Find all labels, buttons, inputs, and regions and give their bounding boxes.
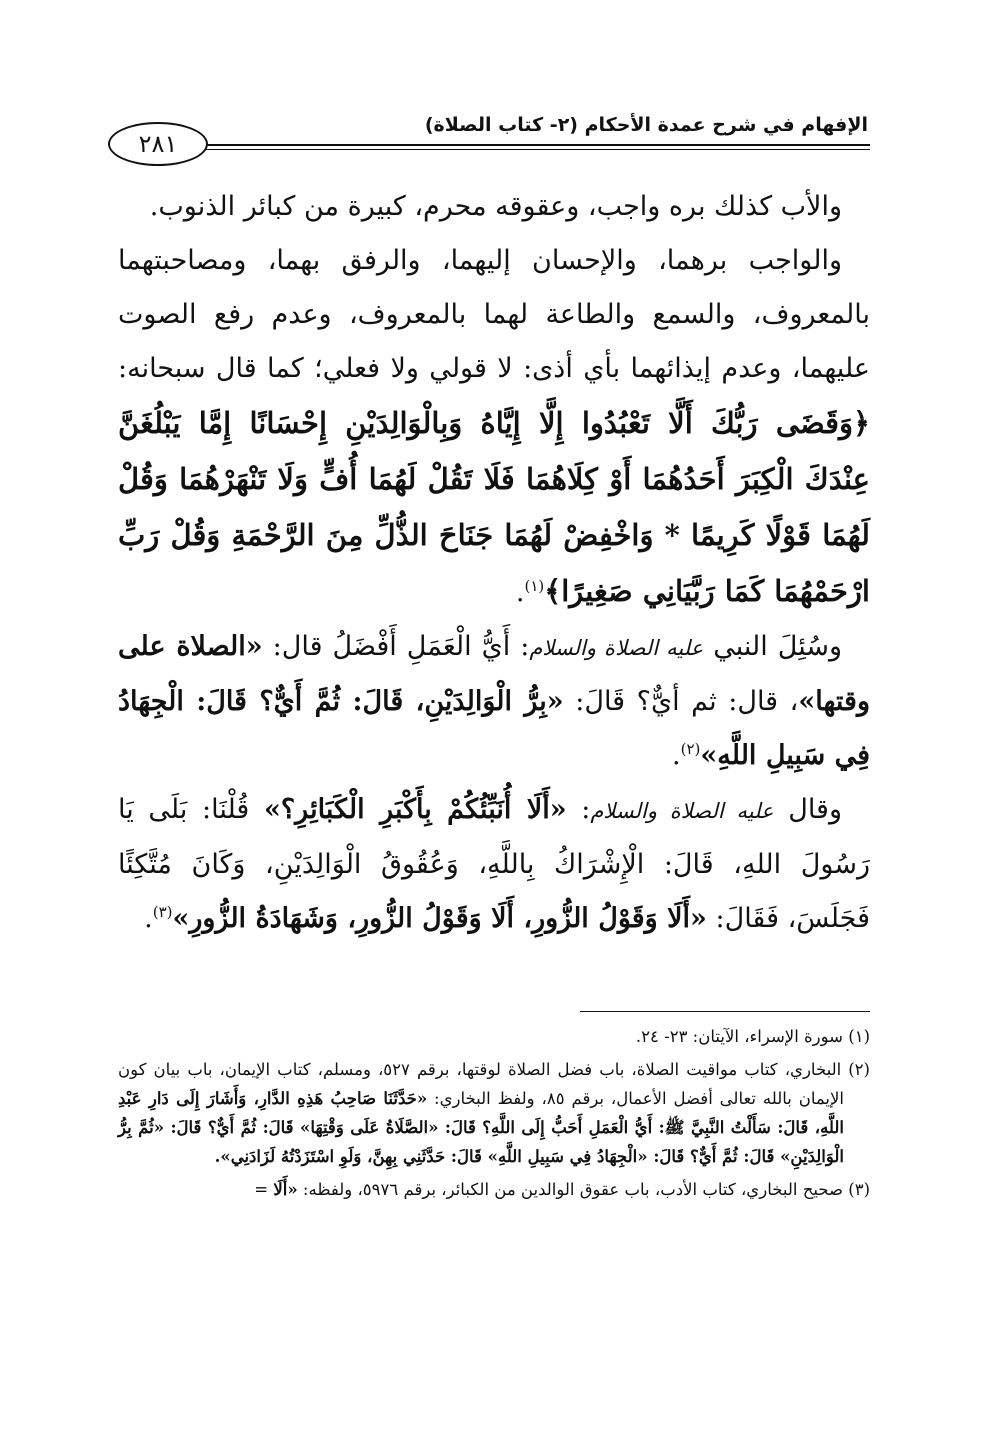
header-rule <box>195 144 870 146</box>
hadith-quote: «بِرُّ الْوَالِدَيْنِ، قَالَ: ثُمَّ أَيٌّ؟ قَالَ: الْجِهَادُ فِي سَبِيلِ اللَّهِ» <box>118 686 870 771</box>
hadith-quote: «الصلاة على وقتها» <box>118 631 870 717</box>
hadith-quote: «أَلَا وَقَوْلُ الزُّورِ، أَلَا وَقَوْلُ الزُّورِ، وَشَهَادَةُ الزُّورِ» <box>172 903 707 934</box>
hadith-quote: «أَلَا أُنَبِّئُكُمْ بِأَكْبَرِ الْكَبَائِرِ؟» <box>263 794 567 825</box>
footnote-2: (٢) البخاري، كتاب مواقيت الصلاة، باب فضل الصلاة لوقتها، برقم ٥٢٧، ومسلم، كتاب الإيمان، باب بيان كون الإيمان بالله تعالى أفضل الأعمال، برقم ٨٥، ولفظ البخاري: «حَدَّثَنَا صَاحِبُ هَذِهِ الدَّارِ، وَأَشَارَ إِلَى دَارِ عَبْدِ اللَّهِ، قَالَ: سَأَلْتُ النَّبِيَّ ﷺ: أَيُّ الْعَمَلِ أَحَبُّ إِلَى اللَّهِ؟ قَالَ: «الصَّلَاةُ عَلَى وَقْتِهَا» قَالَ: ثُمَّ أَيٌّ؟ قَالَ: «ثُمَّ بِرُّ الْوَالِدَيْنِ» قَالَ: ثُمَّ أَيٌّ؟ قَالَ: «الْجِهَادُ فِي سَبِيلِ اللَّهِ» قَالَ: حَدَّثَنِي بِهِنَّ، وَلَوِ اسْتَزَدْتُهُ لَزَادَنِي». <box>118 1060 870 1166</box>
salutation: عليه الصلاة والسلام <box>529 636 704 660</box>
footnote-ref-1[interactable]: (١) <box>524 577 545 595</box>
paragraph-father: والأب كذلك بره واجب، وعقوقه محرم، كبيرة من كبائر الذنوب. <box>149 191 842 222</box>
hadith-quote: «أَلَا <box>273 1180 298 1199</box>
footnote-1: (١) سورة الإسراء، الآيتان: ٢٣- ٢٤. <box>635 1027 870 1046</box>
paragraph-duties: والواجب برهما، والإحسان إليهما، والرفق بهما، ومصاحبتهما بالمعروف، والسمع والطاعة لهما بالمعروف، وعدم رفع الصوت عليهما، وعدم إيذائهما بأي أذى: لا قولي ولا فعلي؛ كما قال سبحانه: ﴿وَقَضَى رَبُّكَ أَلَّا تَعْبُدُوا إِلَّا إِيَّاهُ وَبِالْوَالِدَيْنِ إِحْسَانًا إِمَّا يَبْلُغَنَّ عِنْدَكَ الْكِبَرَ أَحَدُهُمَا أَوْ كِلَاهُمَا فَلَا تَقُلْ لَهُمَا أُفٍّ وَلَا تَنْهَرْهُمَا وَقُلْ لَهُمَا قَوْلًا كَرِيمًا * وَاخْفِضْ لَهُمَا جَنَاحَ الذُّلِّ مِنَ الرَّحْمَةِ وَقُلْ رَبِّ ارْحَمْهُمَا كَمَا رَبَّيَانِي صَغِيرًا﴾$^{(١)}$. <box>118 245 870 608</box>
footnote-ref-3[interactable]: (٣) <box>152 903 173 921</box>
quran-verse: ﴿وَقَضَى رَبُّكَ أَلَّا تَعْبُدُوا إِلَّا إِيَّاهُ وَبِالْوَالِدَيْنِ إِحْسَانًا إِمَّا يَبْلُغَنَّ عِنْدَكَ الْكِبَرَ أَحَدُهُمَا أَوْ كِلَاهُمَا فَلَا تَقُلْ لَهُمَا أُفٍّ وَلَا تَنْهَرْهُمَا وَقُلْ لَهُمَا قَوْلًا كَرِيمًا * وَاخْفِضْ لَهُمَا جَنَاحَ الذُّلِّ مِنَ الرَّحْمَةِ وَقُلْ رَبِّ ارْحَمْهُمَا كَمَا رَبَّيَانِي صَغِيرًا﴾ <box>118 406 870 608</box>
footnote-3: (٣) صحيح البخاري، كتاب الأدب، باب عقوق الوالدين من الكبائر، برقم ٥٩٧٦، ولفظه: «أَلَا = <box>254 1180 870 1199</box>
running-header-title: الإفهام في شرح عمدة الأحكام (٢- كتاب الصلاة) <box>424 114 868 136</box>
hadith-quote: «حَدَّثَنَا صَاحِبُ هَذِهِ الدَّارِ، وَأَشَارَ إِلَى دَارِ عَبْدِ اللَّهِ، قَالَ: سَأَلْتُ النَّبِيَّ ﷺ: أَيُّ الْعَمَلِ أَحَبُّ إِلَى اللَّهِ؟ قَالَ: «الصَّلَاةُ عَلَى وَقْتِهَا» قَالَ: ثُمَّ أَيٌّ؟ قَالَ: «ثُمَّ بِرُّ الْوَالِدَيْنِ» قَالَ: ثُمَّ أَيٌّ؟ قَالَ: «الْجِهَادُ فِي سَبِيلِ اللَّهِ» قَالَ: حَدَّثَنِي بِهِنَّ، وَلَوِ اسْتَزَدْتُهُ لَزَادَنِي». <box>118 1089 844 1166</box>
continuation-mark: = <box>254 1180 274 1199</box>
salutation: عليه الصلاة والسلام <box>590 799 774 823</box>
paragraph-best-deed: وسُئِلَ النبي عليه الصلاة والسلام: أَيُّ الْعَمَلِ أَفْضَلُ قال: «الصلاة على وقتها»، قال: ثم أيٌّ؟ قَالَ: «بِرُّ الْوَالِدَيْنِ، قَالَ: ثُمَّ أَيٌّ؟ قَالَ: الْجِهَادُ فِي سَبِيلِ اللَّهِ»$^{(٢)}$. <box>118 631 870 771</box>
footnotes <box>118 1022 870 1208</box>
paragraph-major-sins: وقال عليه الصلاة والسلام: «أَلَا أُنَبِّئُكُمْ بِأَكْبَرِ الْكَبَائِرِ؟» قُلْنَا: بَلَى يَا رَسُولَ اللهِ، قَالَ: الْإِشْرَاكُ بِاللَّهِ، وَعُقُوقُ الْوَالِدَيْنِ، وَكَانَ مُتَّكِئًا فَجَلَسَ، فَقَالَ: «أَلَا وَقَوْلُ الزُّورِ، أَلَا وَقَوْلُ الزُّورِ، وَشَهَادَةُ الزُّورِ»$^{(٣)}$. <box>118 794 870 934</box>
page-number: ٢٨١ <box>108 122 208 166</box>
footnote-ref-2[interactable]: (٢) <box>680 740 701 758</box>
header-rule-thin <box>195 149 870 150</box>
footnote-separator <box>580 1011 870 1012</box>
main-text <box>118 180 870 946</box>
